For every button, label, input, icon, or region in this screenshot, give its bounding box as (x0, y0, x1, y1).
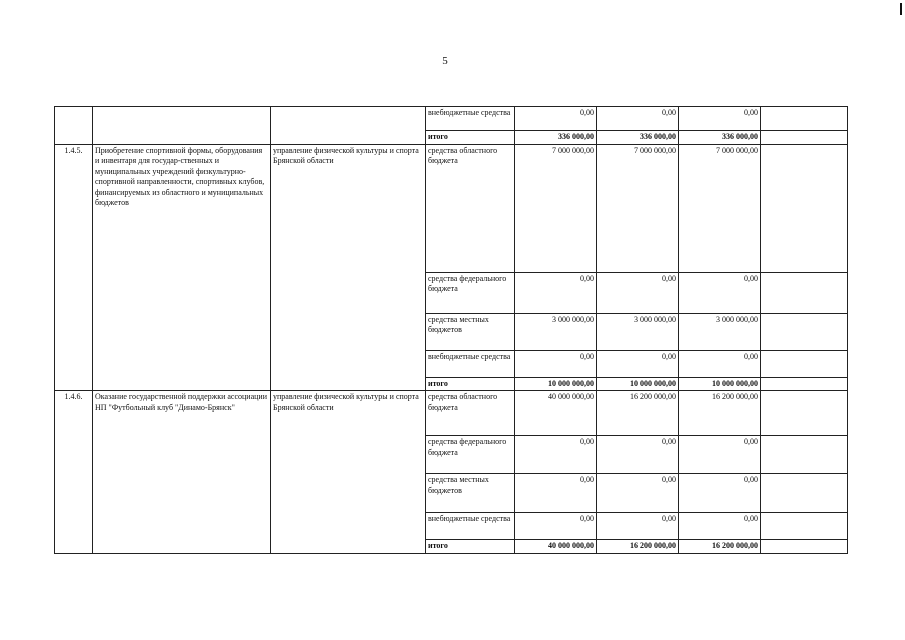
item-title: Оказание государственной поддержки ассоциации НП "Футбольный клуб "Динамо-Брянск" (93, 391, 271, 554)
amount-year-2: 7 000 000,00 (597, 144, 679, 272)
funding-source: внебюджетные средства (426, 350, 515, 377)
empty-cell (761, 513, 848, 540)
amount-year-3: 16 200 000,00 (679, 540, 761, 554)
amount-year-2: 16 200 000,00 (597, 540, 679, 554)
amount-year-3: 3 000 000,00 (679, 313, 761, 350)
funding-source: средства федерального бюджета (426, 272, 515, 313)
amount-year-3: 0,00 (679, 272, 761, 313)
funding-source: внебюджетные средства (426, 107, 515, 131)
funding-source: средства местных бюджетов (426, 474, 515, 513)
amount-year-2: 0,00 (597, 272, 679, 313)
budget-table (54, 106, 848, 554)
item-executor (271, 107, 426, 145)
empty-cell (761, 540, 848, 554)
empty-cell (761, 131, 848, 145)
amount-year-2: 16 200 000,00 (597, 391, 679, 436)
amount-year-1: 0,00 (515, 272, 597, 313)
amount-year-1: 336 000,00 (515, 131, 597, 145)
amount-year-2: 0,00 (597, 350, 679, 377)
empty-cell (761, 350, 848, 377)
amount-year-1: 0,00 (515, 107, 597, 131)
funding-source: итого (426, 540, 515, 554)
amount-year-3: 16 200 000,00 (679, 391, 761, 436)
item-title: Приобретение спортивной формы, оборудования и инвентаря для государ-ственных и муниципальных учреждений физкультурно-спортивной направленности, спортивных клубов, финансируемых из областного и муниципальных бюджетов (93, 144, 271, 391)
amount-year-2: 10 000 000,00 (597, 377, 679, 391)
funding-source: средства федерального бюджета (426, 436, 515, 474)
amount-year-1: 0,00 (515, 436, 597, 474)
page-number: 5 (442, 55, 448, 67)
funding-source: итого (426, 131, 515, 145)
funding-source: средства областного бюджета (426, 391, 515, 436)
amount-year-3: 10 000 000,00 (679, 377, 761, 391)
amount-year-3: 336 000,00 (679, 131, 761, 145)
funding-source: средства местных бюджетов (426, 313, 515, 350)
empty-cell (761, 107, 848, 131)
funding-source: внебюджетные средства (426, 513, 515, 540)
amount-year-1: 10 000 000,00 (515, 377, 597, 391)
table-row (55, 107, 848, 131)
amount-year-2: 0,00 (597, 436, 679, 474)
item-executor: управление физической культуры и спорта Брянской области (271, 144, 426, 391)
empty-cell (761, 474, 848, 513)
table-row (55, 144, 848, 272)
empty-cell (761, 272, 848, 313)
item-title (93, 107, 271, 145)
empty-cell (761, 391, 848, 436)
amount-year-2: 0,00 (597, 474, 679, 513)
amount-year-1: 40 000 000,00 (515, 391, 597, 436)
funding-source: итого (426, 377, 515, 391)
amount-year-2: 0,00 (597, 513, 679, 540)
item-number (55, 107, 93, 145)
amount-year-3: 0,00 (679, 436, 761, 474)
amount-year-3: 0,00 (679, 474, 761, 513)
empty-cell (761, 144, 848, 272)
amount-year-3: 0,00 (679, 107, 761, 131)
empty-cell (761, 377, 848, 391)
amount-year-1: 40 000 000,00 (515, 540, 597, 554)
amount-year-3: 0,00 (679, 350, 761, 377)
amount-year-3: 0,00 (679, 513, 761, 540)
table-row (55, 391, 848, 436)
amount-year-2: 0,00 (597, 107, 679, 131)
amount-year-1: 0,00 (515, 350, 597, 377)
amount-year-1: 3 000 000,00 (515, 313, 597, 350)
item-executor: управление физической культуры и спорта Брянской области (271, 391, 426, 554)
item-number: 1.4.6. (55, 391, 93, 554)
item-number: 1.4.5. (55, 144, 93, 391)
scan-edge-mark (900, 3, 902, 15)
amount-year-1: 7 000 000,00 (515, 144, 597, 272)
amount-year-1: 0,00 (515, 513, 597, 540)
amount-year-2: 3 000 000,00 (597, 313, 679, 350)
empty-cell (761, 313, 848, 350)
amount-year-1: 0,00 (515, 474, 597, 513)
funding-source: средства областного бюджета (426, 144, 515, 272)
empty-cell (761, 436, 848, 474)
amount-year-2: 336 000,00 (597, 131, 679, 145)
amount-year-3: 7 000 000,00 (679, 144, 761, 272)
